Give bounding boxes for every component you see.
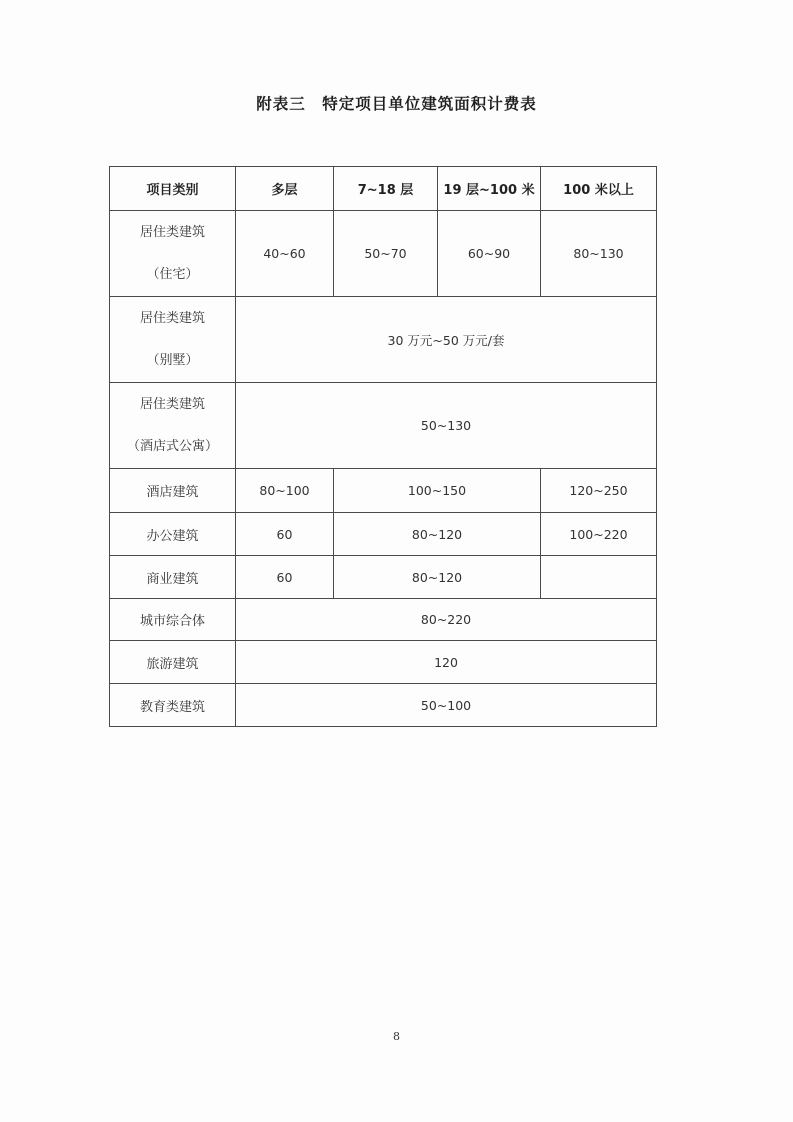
header-over-100m: 100 米以上 bbox=[541, 167, 657, 211]
cell-value: 100~220 bbox=[541, 513, 657, 556]
table-row bbox=[110, 469, 657, 513]
cell-value: 80~100 bbox=[236, 469, 334, 513]
cell-value: 60~90 bbox=[438, 211, 541, 297]
cell-value: 40~60 bbox=[236, 211, 334, 297]
row-label-education: 教育类建筑 bbox=[110, 684, 236, 727]
table-title: 附表三 特定项目单位建筑面积计费表 bbox=[256, 95, 537, 113]
cell-value: 80~130 bbox=[541, 211, 657, 297]
header-19-floors-100m: 19 层~100 米 bbox=[438, 167, 541, 211]
cell-value-merged: 50~100 bbox=[236, 684, 657, 727]
row-label-commercial: 商业建筑 bbox=[110, 556, 236, 599]
row-label-line1: 居住类建筑 bbox=[139, 396, 205, 412]
table-row bbox=[110, 383, 657, 469]
cell-value: 60 bbox=[236, 556, 334, 599]
cell-value-merged: 80~220 bbox=[236, 599, 657, 641]
cell-value-merged: 120 bbox=[236, 641, 657, 684]
cell-value: 50~70 bbox=[334, 211, 438, 297]
cell-value-merged: 100~150 bbox=[334, 469, 541, 513]
table-header-row bbox=[110, 167, 657, 211]
row-label-urban-complex: 城市综合体 bbox=[110, 599, 236, 641]
header-multi-storey: 多层 bbox=[236, 167, 334, 211]
row-label-hotel: 酒店建筑 bbox=[110, 469, 236, 513]
row-label-residential-house bbox=[110, 211, 236, 297]
table-row bbox=[110, 556, 657, 599]
cell-value-merged: 80~120 bbox=[334, 513, 541, 556]
table-row bbox=[110, 599, 657, 641]
table-row bbox=[110, 297, 657, 383]
row-label-residential-apartment bbox=[110, 383, 236, 469]
row-label-residential-villa bbox=[110, 297, 236, 383]
row-label-line1: 居住类建筑 bbox=[139, 224, 205, 240]
cell-value-merged: 80~120 bbox=[334, 556, 541, 599]
table-row bbox=[110, 684, 657, 727]
cell-value-merged: 30 万元~50 万元/套 bbox=[236, 297, 657, 383]
table-row bbox=[110, 641, 657, 684]
row-label-line1: 居住类建筑 bbox=[139, 310, 205, 326]
header-category: 项目类别 bbox=[110, 167, 236, 211]
cell-value-empty bbox=[541, 556, 657, 599]
cell-value: 120~250 bbox=[541, 469, 657, 513]
row-label-office: 办公建筑 bbox=[110, 513, 236, 556]
row-label-line2: （住宅） bbox=[146, 266, 199, 282]
table-row bbox=[110, 211, 657, 297]
row-label-line2: （酒店式公寓） bbox=[126, 438, 218, 454]
header-7-18-floors: 7~18 层 bbox=[334, 167, 438, 211]
fee-table bbox=[109, 166, 657, 727]
page-number: 8 bbox=[393, 1030, 400, 1043]
table-row bbox=[110, 513, 657, 556]
row-label-tourism: 旅游建筑 bbox=[110, 641, 236, 684]
cell-value-merged: 50~130 bbox=[236, 383, 657, 469]
row-label-line2: （别墅） bbox=[146, 352, 199, 368]
cell-value: 60 bbox=[236, 513, 334, 556]
